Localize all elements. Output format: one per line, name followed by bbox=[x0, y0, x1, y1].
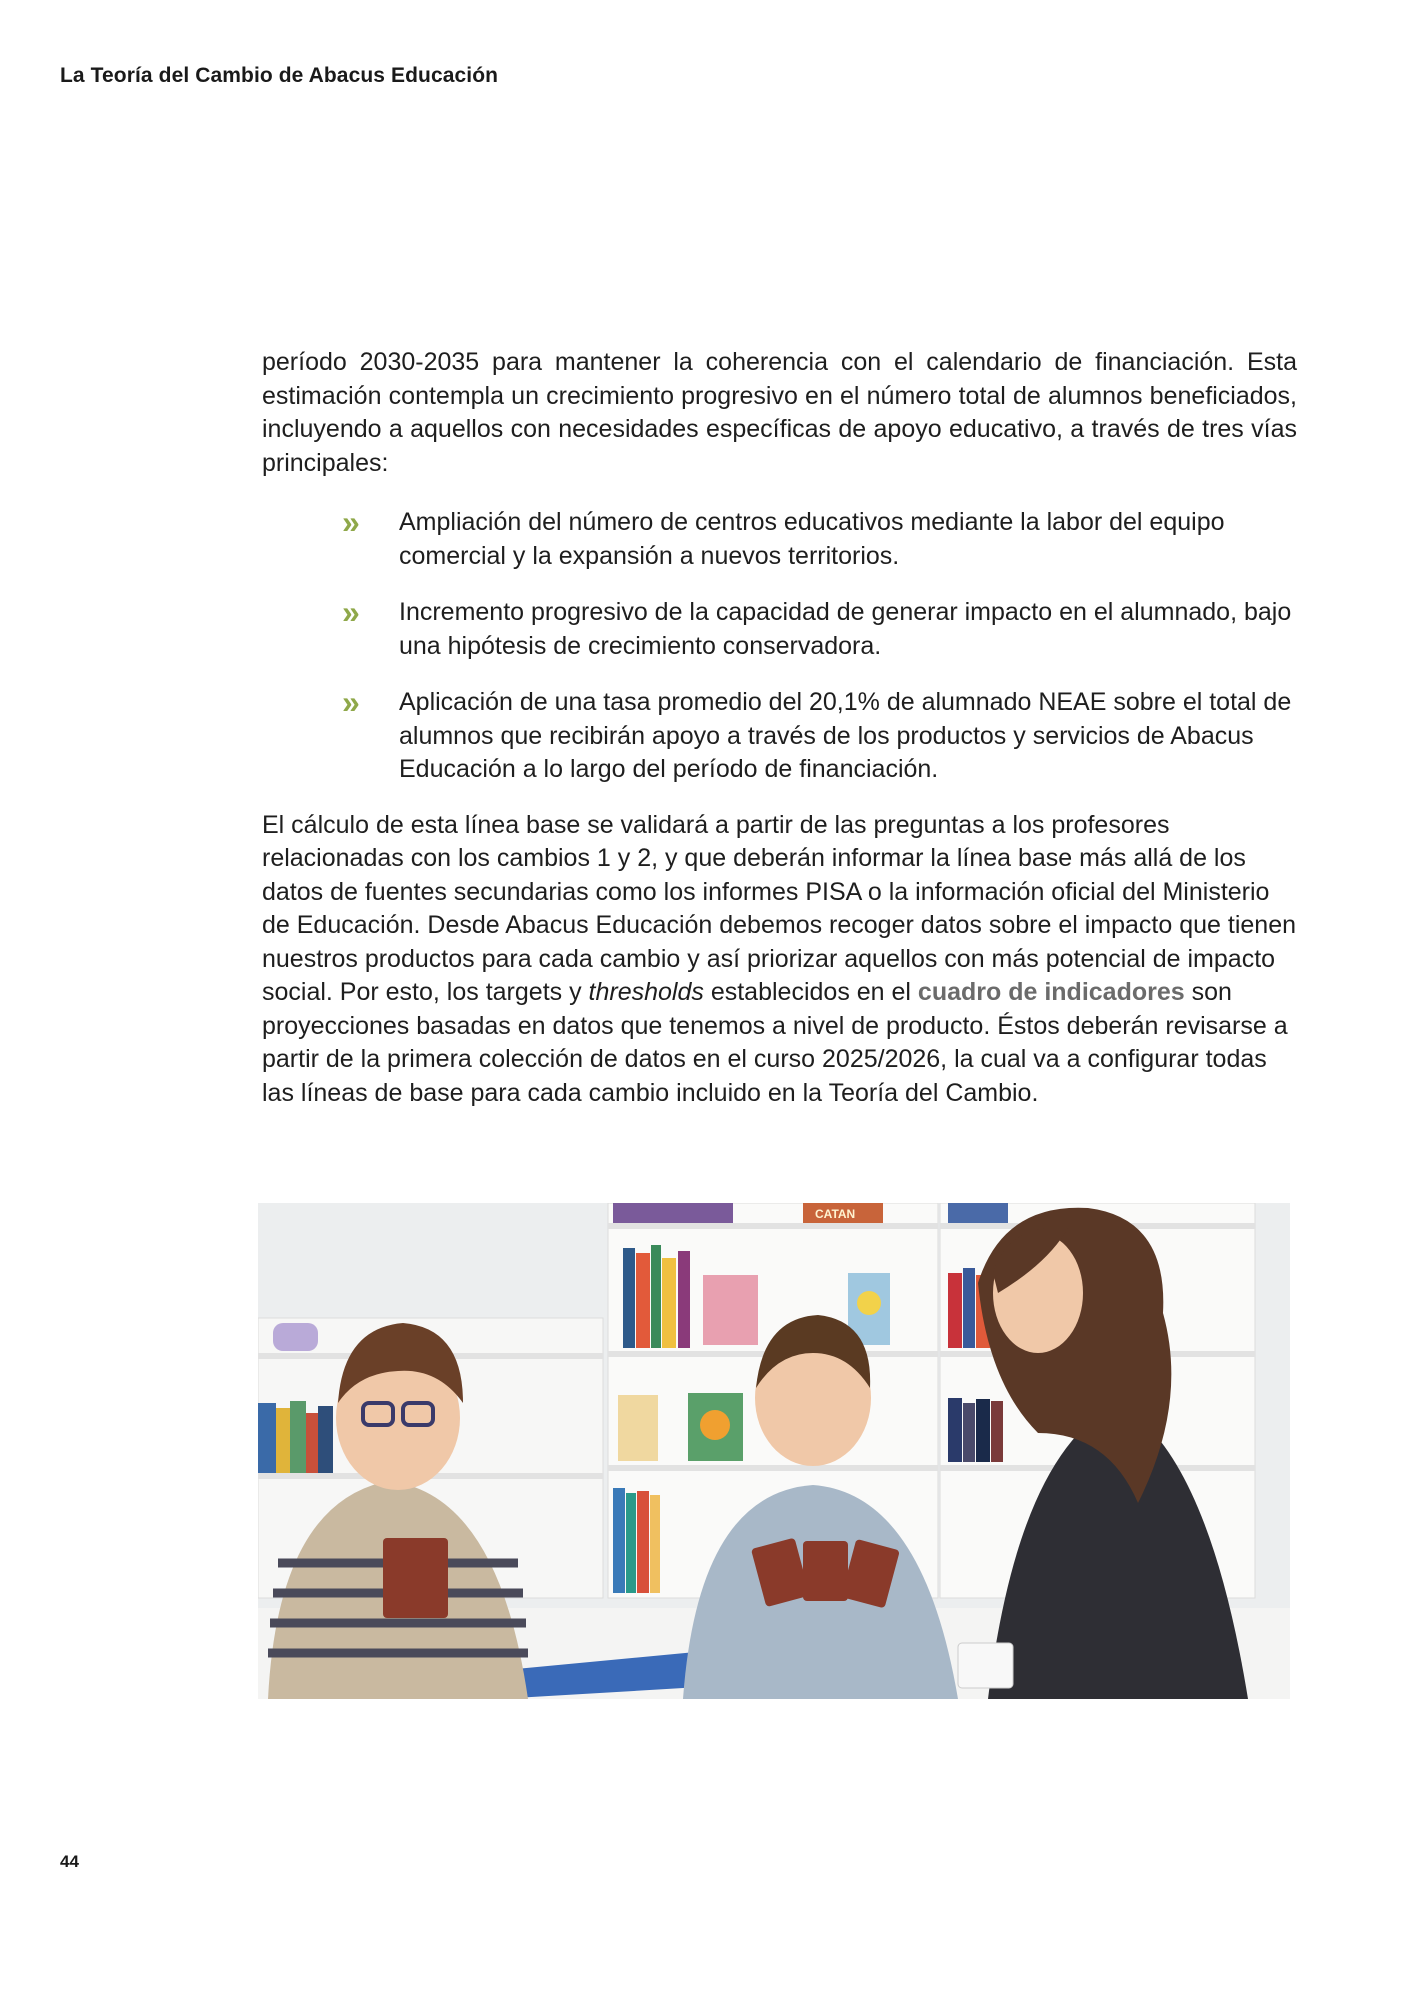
indicators-link[interactable]: cuadro de indicadores bbox=[917, 978, 1185, 1006]
list-item bbox=[342, 686, 1297, 787]
bullet-list bbox=[262, 506, 1297, 787]
running-header: La Teoría del Cambio de Abacus Educación bbox=[60, 64, 499, 87]
photo-box-label: CATAN bbox=[815, 1207, 856, 1221]
chevron-bullet-icon: » bbox=[342, 684, 360, 720]
list-item bbox=[342, 506, 1297, 573]
page-number: 44 bbox=[60, 1852, 79, 1871]
body-paragraph bbox=[262, 809, 1297, 1111]
chevron-bullet-icon: » bbox=[342, 504, 360, 540]
bullet-text: Incremento progresivo de la capacidad de generar impacto en el alumnado, bajo una hipótesis de crecimiento conservadora. bbox=[399, 598, 1292, 660]
body-column bbox=[262, 346, 1297, 1110]
bullet-text: Aplicación de una tasa promedio del 20,1% de alumnado NEAE sobre el total de alumnos que recibirán apoyo a través de los productos y servicios de Abacus Educación a lo largo del período de financiación. bbox=[399, 688, 1292, 783]
body-text-2: establecidos en el bbox=[703, 978, 918, 1006]
chevron-bullet-icon: » bbox=[342, 594, 360, 630]
classroom-photo bbox=[258, 1203, 1290, 1699]
body-text-1: El cálculo de esta línea base se validará a partir de las preguntas a los profesores relacionadas con los cambios 1 y 2, y que deberán informar la línea base más allá de los datos de fuentes secundarias como los informes PISA o la información oficial del Ministerio de Educación. Desde Abacus Educación debemos recoger datos sobre el impacto que tienen nuestros productos para cada cambio y así priorizar aquellos con más potencial de impacto social. Por esto, los targets y bbox=[262, 810, 1296, 1006]
body-text-3: son proyecciones basadas en datos que tenemos a nivel de producto. Éstos deberán revisarse a partir de la primera colección de datos en el curso 2025/2026, la cual va a configurar todas las líneas de base para cada cambio incluido en la Teoría del Cambio. bbox=[262, 978, 1288, 1107]
list-item bbox=[342, 596, 1297, 663]
photo-illustration bbox=[258, 1203, 1290, 1699]
bullet-text: Ampliación del número de centros educativos mediante la labor del equipo comercial y la expansión a nuevos territorios. bbox=[399, 508, 1225, 570]
body-italic-term: thresholds bbox=[588, 978, 704, 1006]
intro-paragraph: período 2030-2035 para mantener la coherencia con el calendario de financiación. Esta estimación contempla un crecimiento progresivo en el número total de alumnos beneficiados, incluyendo a aquellos con necesidades específicas de apoyo educativo, a través de tres vías principales: bbox=[262, 348, 1297, 477]
